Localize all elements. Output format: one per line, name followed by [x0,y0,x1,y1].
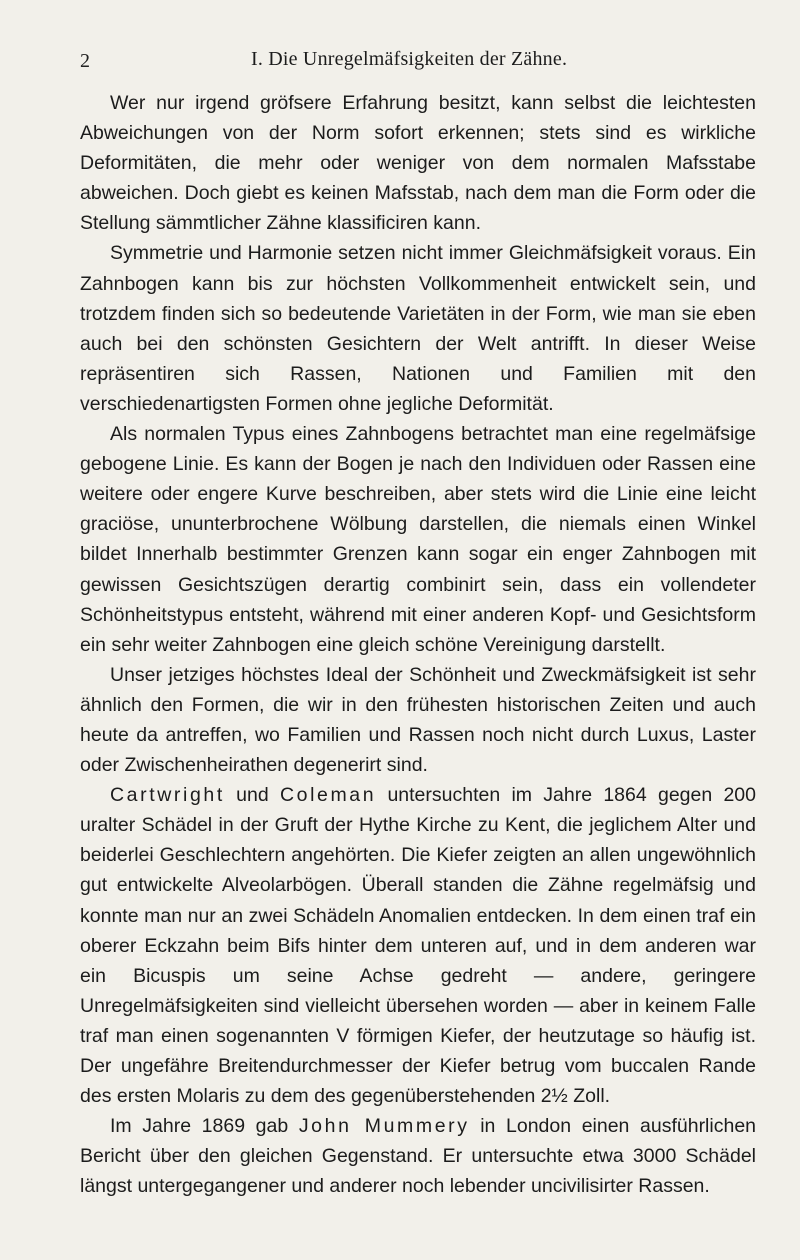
body-text [80,88,756,1201]
paragraph: Symmetrie und Harmonie setzen nicht immer Gleichmäfsigkeit voraus. Ein Zahnbogen kann bis zur höchsten Vollkommenheit entwickelt sein, und trotzdem finden sich so bedeutende Varietäten in der Form, wie man sie eben auch bei den schönsten Gesichtern der Welt antrifft. In dieser Weise repräsentiren sich Rassen, Nationen und Familien mit den verschiedenartigsten Formen ohne jegliche Deformität. [80,242,756,415]
paragraph-text: in London einen ausführlichen Bericht über den gleichen Gegenstand. Er untersuchte etwa 3000 Schädel längst untergegangener und anderer noch lebender uncivilisirter Rassen. [80,1115,757,1198]
running-head: I. Die Unregelmäfsigkeiten der Zähne. [251,48,568,70]
paragraph: Als normalen Typus eines Zahnbogens betrachtet man eine regelmäfsige gebogene Linie. Es kann der Bogen je nach den Individuen oder Rassen eine weitere oder engere Kurve beschreiben, aber stets wird die Linie eine leicht graciöse, ununterbrochene Wölbung darstellen, die niemals einen Winkel bildet Innerhalb bestimmter Grenzen kann sogar ein enger Zahnbogen mit gewissen Gesichtszügen derartig combinirt sein, dass ein vollendeter Schönheitstypus entsteht, während mit einer anderen Kopf- und Gesichtsform ein sehr weiter Zahnbogen eine gleich schöne Vereinigung darstellt. [80,423,756,656]
person-name: John Mummery [298,1115,470,1138]
paragraph [80,780,756,1111]
paragraph-text: untersuchten im Jahre 1864 gegen 200 uralter Schädel in der Gruft der Hythe Kirche zu Kent, die jeglichem Alter und beiderlei Geschlechtern angehörten. Die Kiefer zeigten an allen ungewöhnlich gut entwickelte Alveolarbögen. Überall standen die Zähne regelmäfsig und konnte man nur an zwei Schädeln Anomalien entdecken. In dem einen traf ein oberer Eckzahn beim Bifs hinter dem unteren auf, und in dem anderen war ein Bicuspis um seine Achse gedreht — andere, geringere Unregelmäfsigkeiten sind vielleicht übersehen worden — aber in keinem Falle traf man einen sogenannten V förmigen Kiefer, der heutzutage so häufig ist. Der ungefähre Breitendurchmesser der Kiefer betrug vom buccalen Rande des ersten Molaris zu dem des gegenüberstehenden 2½ Zoll. [80,784,756,1108]
person-name: Cartwright [110,784,225,807]
paragraph [80,1111,756,1201]
paragraph-lead: Im Jahre 1869 gab [110,1115,289,1138]
paragraph: Unser jetziges höchstes Ideal der Schönheit und Zweckmäfsigkeit ist sehr ähnlich den Formen, die wir in den frühesten historischen Zeiten und auch heute da antreffen, wo Familien und Rassen noch nicht durch Luxus, Laster oder Zwischenheirathen degenerirt sind. [80,663,756,777]
paragraph: Wer nur irgend gröfsere Erfahrung besitzt, kann selbst die leichtesten Abweichungen von der Norm sofort erkennen; stets sind es wirkliche Deformitäten, die mehr oder weniger von dem normalen Mafsstabe abweichen. Doch giebt es keinen Mafsstab, nach dem man die Form oder die Stellung sämmtlicher Zähne klassificiren kann. [80,92,756,235]
page-number: 2 [80,50,90,72]
page-header [80,44,760,78]
person-name: Coleman [279,784,377,807]
conjunction: und [236,784,269,807]
